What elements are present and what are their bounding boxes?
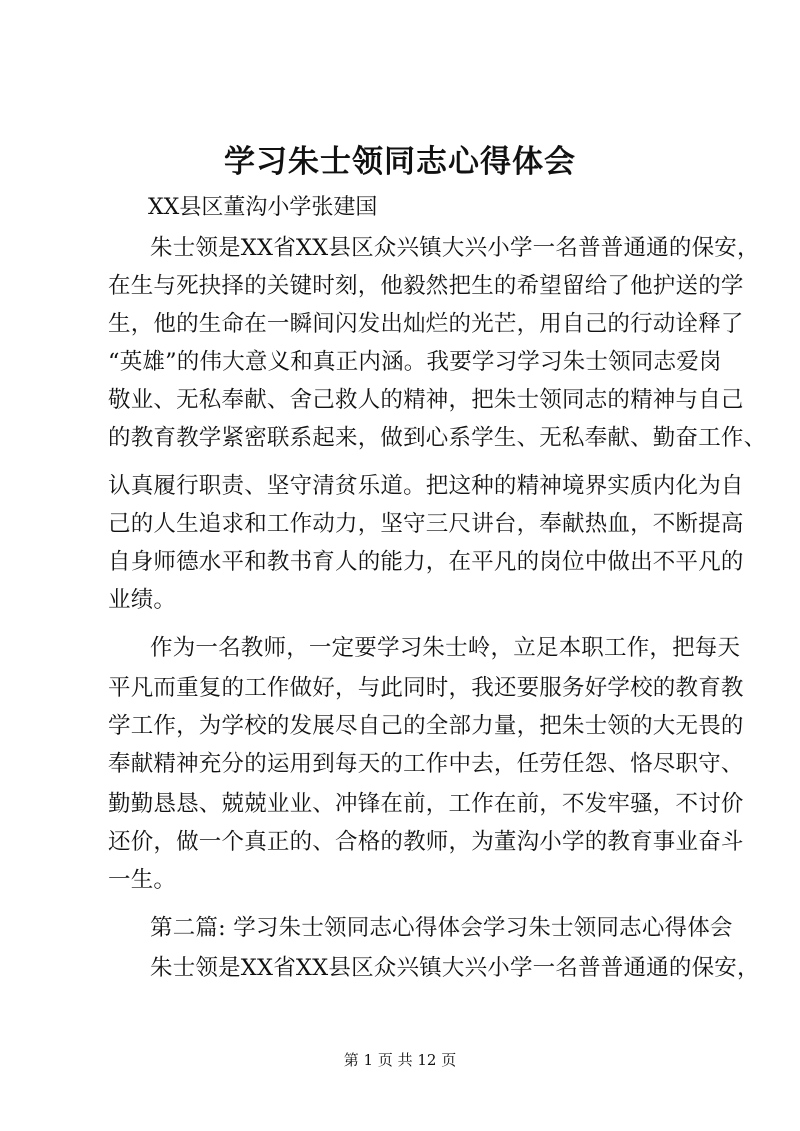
paragraph-line: “英雄”的伟大意义和真正内涵。我要学习学习朱士领同志爱岗 <box>108 349 722 375</box>
paragraph-line: 作为一名教师，一定要学习朱士岭，立足本职工作，把每天 <box>150 635 741 661</box>
paragraph-line: 朱士领是XX省XX县区众兴镇大兴小学一名普普通通的保安， <box>150 955 760 981</box>
paragraph-line: 的教育教学紧密联系起来，做到心系学生、无私奉献、勤奋工作、 <box>108 425 767 451</box>
paragraph-line: 平凡而重复的工作做好，与此同时，我还要服务好学校的教育教 <box>108 675 744 701</box>
paragraph-line: 业绩。 <box>108 587 177 613</box>
paragraph-line: 朱士领是XX省XX县区众兴镇大兴小学一名普普通通的保安， <box>150 235 760 261</box>
section-heading: 第二篇: 学习朱士领同志心得体会学习朱士领同志心得体会 <box>150 915 733 941</box>
paragraph-line: 认真履行职责、坚守清贫乐道。把这种的精神境界实质内化为自 <box>108 473 744 499</box>
paragraph-line: 勤勤恳恳、兢兢业业、冲锋在前，工作在前，不发牢骚，不讨价 <box>108 791 744 817</box>
paragraph-line: 奉献精神充分的运用到每天的工作中去，任劳任怨、恪尽职守、 <box>108 751 744 777</box>
paragraph-line: 敬业、无私奉献、舍己救人的精神，把朱士领同志的精神与自己 <box>108 387 744 413</box>
author-line: XX县区董沟小学张建国 <box>148 195 378 220</box>
paragraph-line: 己的人生追求和工作动力，坚守三尺讲台，奉献热血，不断提高 <box>108 511 744 537</box>
paragraph-line: 自身师德水平和教书育人的能力，在平凡的岗位中做出不平凡的 <box>108 549 744 575</box>
paragraph-line: 一生。 <box>108 867 177 893</box>
paragraph-line: 学工作，为学校的发展尽自己的全部力量，把朱士领的大无畏的 <box>108 713 744 739</box>
paragraph-line: 在生与死抉择的关键时刻，他毅然把生的希望留给了他护送的学 <box>108 273 744 299</box>
paragraph-line: 生，他的生命在一瞬间闪发出灿烂的光芒，用自己的行动诠释了 <box>108 311 744 337</box>
paragraph-line: 还价，做一个真正的、合格的教师，为董沟小学的教育事业奋斗 <box>108 829 744 855</box>
page-number: 第 1 页 共 12 页 <box>343 1051 457 1069</box>
document-title: 学习朱士领同志心得体会 <box>224 144 576 180</box>
